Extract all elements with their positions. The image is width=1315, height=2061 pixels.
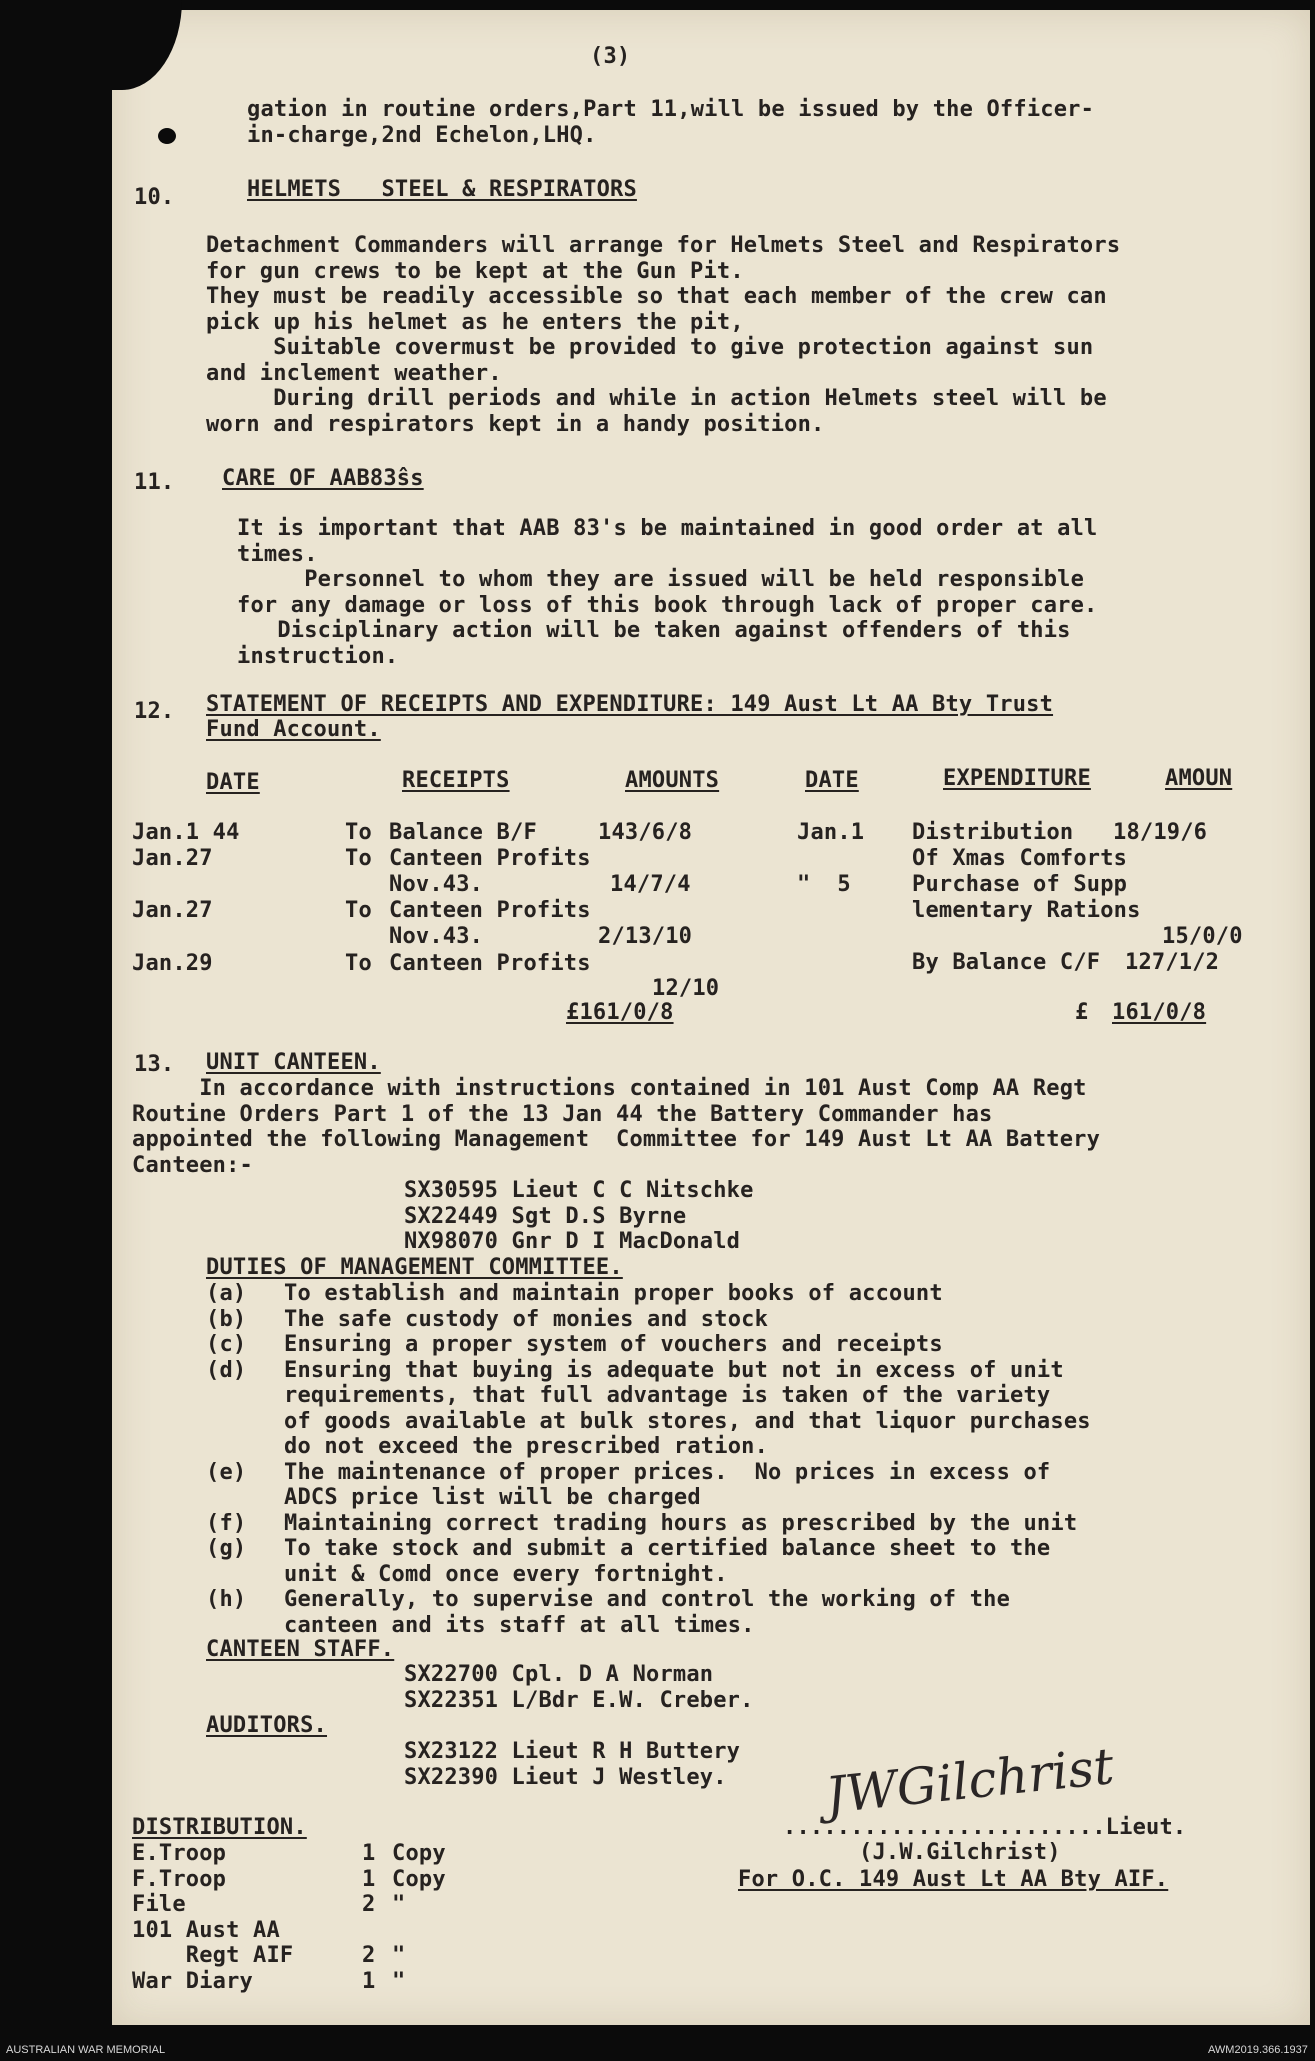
staff-member: SX22700 Cpl. D A Norman bbox=[404, 1662, 714, 1687]
receipt-amount: 14/7/4 bbox=[610, 872, 691, 897]
staff-member: SX22351 L/Bdr E.W. Creber. bbox=[404, 1687, 754, 1713]
expenditure-description: Of Xmas Comforts bbox=[912, 846, 1128, 871]
column-header: DATE bbox=[206, 770, 260, 795]
duty-label: (b) bbox=[206, 1306, 247, 1332]
duty-line: unit & Comd once every fortnight. bbox=[284, 1561, 728, 1587]
body-line: Disciplinary action will be taken against offenders of this bbox=[237, 618, 1071, 643]
body-line: appointed the following Management Committee for 149 Aust Lt AA Battery bbox=[132, 1127, 1101, 1152]
body-line: for gun crews to be kept at the Gun Pit. bbox=[206, 258, 744, 284]
duty-line: Ensuring that buying is adequate but not in excess of unit bbox=[284, 1357, 1064, 1383]
body-line: Personnel to whom they are issued will be held responsible bbox=[237, 567, 1085, 592]
receipt-amount: 2/13/10 bbox=[598, 924, 693, 949]
duty-line: Maintaining correct trading hours as prescribed by the unit bbox=[284, 1510, 1078, 1536]
distribution-unit: " bbox=[392, 1943, 406, 1968]
duty-label: (d) bbox=[206, 1357, 247, 1383]
duty-line: To take stock and submit a certified balance sheet to the bbox=[284, 1536, 1051, 1561]
receipt-description: Canteen Profits bbox=[389, 951, 591, 976]
footer-archive-id: AWM2019.366.1937 bbox=[1208, 2044, 1308, 2056]
receipt-date: Jan.1 44 bbox=[132, 820, 240, 845]
distribution-heading: DISTRIBUTION. bbox=[132, 1815, 307, 1840]
duty-line: requirements, that full advantage is taken of the variety bbox=[284, 1383, 1051, 1408]
duty-line: canteen and its staff at all times. bbox=[284, 1612, 755, 1638]
auditor: SX23122 Lieut R H Buttery bbox=[404, 1739, 741, 1764]
committee-member: SX22449 Sgt D.S Byrne bbox=[404, 1203, 687, 1229]
receipt-to: To bbox=[345, 951, 372, 976]
column-header: AMOUNTS bbox=[625, 768, 720, 793]
section-number: 13. bbox=[134, 1052, 175, 1077]
receipt-amount: 143/6/8 bbox=[598, 820, 693, 845]
intro-line: in-charge,2nd Echelon,LHQ. bbox=[247, 122, 597, 148]
column-header: AMOUN bbox=[1165, 766, 1233, 791]
signatory-name: (J.W.Gilchrist) bbox=[859, 1840, 1061, 1865]
expenditure-description: lementary Rations bbox=[912, 898, 1141, 923]
footer-archive-name: AUSTRALIAN WAR MEMORIAL bbox=[6, 2044, 166, 2056]
section-number: 11. bbox=[134, 470, 175, 495]
body-line: pick up his helmet as he enters the pit, bbox=[206, 309, 744, 335]
expenditure-description: By Balance C/F bbox=[912, 950, 1101, 975]
distribution-unit: " bbox=[392, 1892, 406, 1917]
subsection-heading: AUDITORS. bbox=[206, 1713, 328, 1738]
subsection-heading: CANTEEN STAFF. bbox=[206, 1637, 395, 1662]
distribution-quantity: 1 bbox=[362, 1841, 376, 1866]
receipt-date: Jan.29 bbox=[132, 951, 213, 976]
body-line: In accordance with instructions contained in 101 Aust Comp AA Regt bbox=[132, 1076, 1087, 1101]
column-header: RECEIPTS bbox=[402, 768, 510, 793]
distribution-quantity: 2 bbox=[362, 1892, 376, 1917]
section-heading: Fund Account. bbox=[206, 717, 381, 742]
receipt-description: Balance B/F bbox=[389, 820, 537, 845]
committee-member: SX30595 Lieut C C Nitschke bbox=[404, 1178, 754, 1203]
duty-line: The maintenance of proper prices. No prices in excess of bbox=[284, 1459, 1051, 1485]
section-number: 10. bbox=[134, 185, 175, 210]
receipt-description: Canteen Profits bbox=[389, 846, 591, 871]
expenditure-description: Purchase of Supp bbox=[912, 872, 1128, 897]
expenditure-currency: £ bbox=[1075, 1000, 1089, 1025]
distribution-recipient: 101 Aust AA bbox=[132, 1917, 280, 1943]
duty-label: (e) bbox=[206, 1459, 247, 1485]
distribution-quantity: 1 bbox=[362, 1866, 376, 1892]
distribution-recipient: File bbox=[132, 1892, 186, 1917]
distribution-recipient: F.Troop bbox=[132, 1866, 227, 1892]
duty-line: Generally, to supervise and control the working of the bbox=[284, 1587, 1011, 1612]
expenditure-total: 161/0/8 bbox=[1112, 1000, 1207, 1025]
expenditure-amount: 15/0/0 bbox=[1162, 924, 1243, 949]
distribution-recipient: Regt AIF bbox=[132, 1943, 294, 1968]
body-line: Canteen:- bbox=[132, 1152, 254, 1178]
receipt-to: To bbox=[345, 898, 372, 923]
subsection-heading: DUTIES OF MANAGEMENT COMMITTEE. bbox=[206, 1255, 623, 1280]
duty-line: Ensuring a proper system of vouchers and receipts bbox=[284, 1332, 943, 1357]
duty-line: To establish and maintain proper books of account bbox=[284, 1281, 943, 1306]
body-line: and inclement weather. bbox=[206, 360, 502, 386]
distribution-quantity: 2 bbox=[362, 1943, 376, 1968]
body-line: It is important that AAB 83's be maintained in good order at all bbox=[237, 516, 1098, 541]
receipt-amount: 12/10 bbox=[652, 976, 720, 1001]
receipt-date: Jan.27 bbox=[132, 898, 213, 923]
duty-label: (f) bbox=[206, 1510, 247, 1536]
body-line: They must be readily accessible so that each member of the crew can bbox=[206, 284, 1107, 309]
intro-line: gation in routine orders,Part 11,will be issued by the Officer- bbox=[247, 97, 1095, 122]
receipt-description: Nov.43. bbox=[389, 924, 484, 949]
expenditure-description: Distribution bbox=[912, 820, 1074, 845]
duty-label: (c) bbox=[206, 1332, 247, 1357]
section-heading: CARE OF AAB83ŝs bbox=[222, 466, 424, 491]
distribution-recipient: War Diary bbox=[132, 1968, 254, 1994]
column-header: DATE bbox=[805, 768, 859, 793]
duty-line: do not exceed the prescribed ration. bbox=[284, 1434, 769, 1459]
duty-line: ADCS price list will be charged bbox=[284, 1485, 701, 1510]
expenditure-amount: 127/1/2 bbox=[1125, 950, 1220, 975]
expenditure-date: Jan.1 bbox=[797, 820, 865, 845]
body-line: Routine Orders Part 1 of the 13 Jan 44 the Battery Commander has bbox=[132, 1101, 993, 1127]
expenditure-date: " 5 bbox=[797, 872, 851, 897]
receipt-date: Jan.27 bbox=[132, 846, 213, 871]
receipt-to: To bbox=[345, 846, 372, 871]
distribution-recipient: E.Troop bbox=[132, 1841, 227, 1866]
punch-hole bbox=[158, 128, 176, 144]
distribution-unit: Copy bbox=[392, 1841, 446, 1866]
signature-scrawl: JWGilchrist bbox=[822, 1737, 1117, 1825]
body-line: times. bbox=[237, 541, 318, 567]
signature-line: ........................Lieut. bbox=[783, 1815, 1187, 1840]
body-line: for any damage or loss of this book through lack of proper care. bbox=[237, 592, 1098, 618]
receipt-description: Canteen Profits bbox=[389, 898, 591, 923]
expenditure-amount: 18/19/6 bbox=[1113, 820, 1208, 845]
section-heading: UNIT CANTEEN. bbox=[206, 1050, 381, 1075]
committee-member: NX98070 Gnr D I MacDonald bbox=[404, 1229, 741, 1254]
receipt-to: To bbox=[345, 820, 372, 845]
duty-line: The safe custody of monies and stock bbox=[284, 1306, 769, 1332]
body-line: Detachment Commanders will arrange for Helmets Steel and Respirators bbox=[206, 233, 1121, 258]
duty-label: (h) bbox=[206, 1587, 247, 1612]
receipt-total: £161/0/8 bbox=[566, 1000, 674, 1025]
section-number: 12. bbox=[134, 699, 175, 724]
auditor: SX22390 Lieut J Westley. bbox=[404, 1764, 727, 1790]
page-number: (3) bbox=[590, 44, 631, 69]
section-heading: HELMETS STEEL & RESPIRATORS bbox=[247, 177, 637, 202]
duty-line: of goods available at bulk stores, and that liquor purchases bbox=[284, 1408, 1091, 1434]
duty-label: (a) bbox=[206, 1281, 247, 1306]
signatory-capacity: For O.C. 149 Aust Lt AA Bty AIF. bbox=[738, 1867, 1169, 1892]
distribution-quantity: 1 bbox=[362, 1968, 376, 1994]
body-line: Suitable covermust be provided to give protection against sun bbox=[206, 335, 1094, 360]
body-line: During drill periods and while in action Helmets steel will be bbox=[206, 386, 1107, 411]
body-line: worn and respirators kept in a handy position. bbox=[206, 411, 825, 437]
body-line: instruction. bbox=[237, 643, 399, 669]
distribution-unit: " bbox=[392, 1968, 406, 1994]
column-header: EXPENDITURE bbox=[943, 766, 1091, 791]
receipt-description: Nov.43. bbox=[389, 872, 484, 897]
duty-label: (g) bbox=[206, 1536, 247, 1561]
distribution-unit: Copy bbox=[392, 1866, 446, 1892]
section-heading: STATEMENT OF RECEIPTS AND EXPENDITURE: 149 Aust Lt AA Bty Trust bbox=[206, 692, 1054, 717]
